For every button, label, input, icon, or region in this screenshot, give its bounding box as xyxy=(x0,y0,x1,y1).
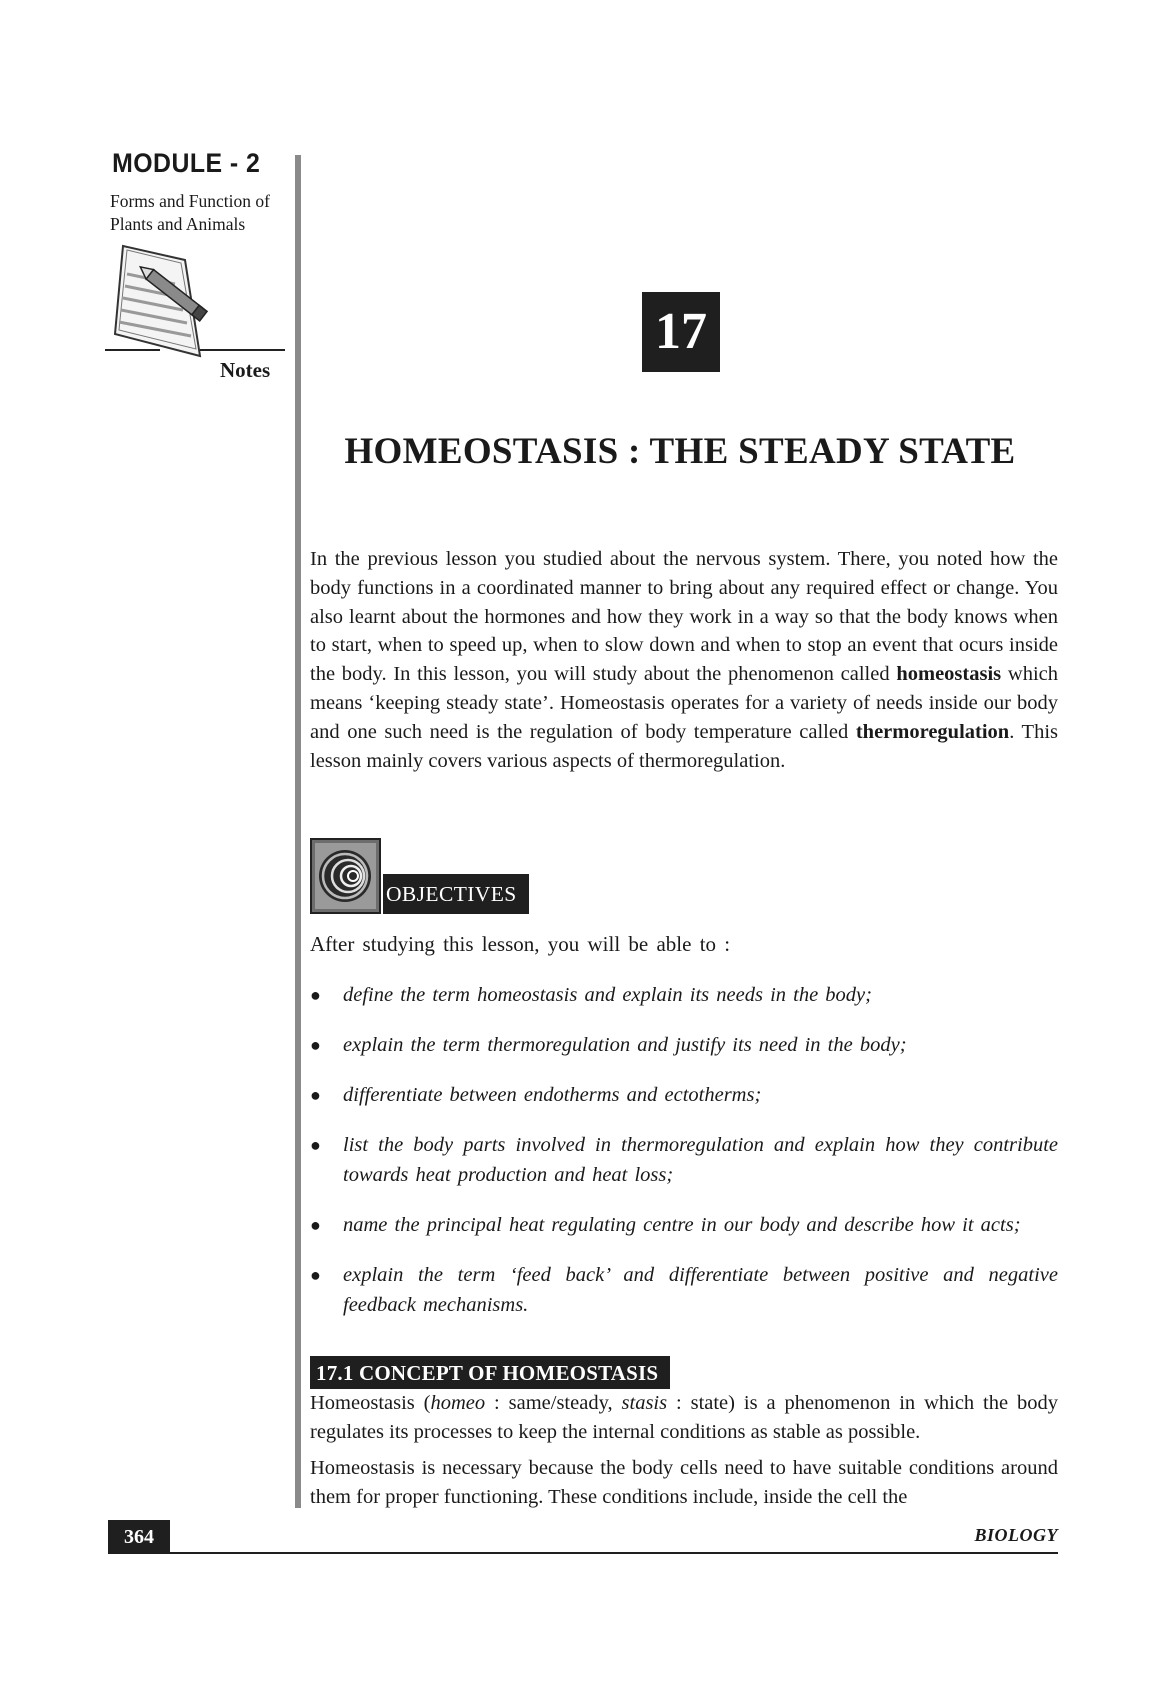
objectives-list xyxy=(310,980,1058,1340)
footer-rule xyxy=(170,1552,1058,1554)
section-heading: 17.1 CONCEPT OF HOMEOSTASIS xyxy=(310,1356,670,1389)
concept-text-3: : state) is a phenomenon in which the body regulates its processes to keep the internal conditions as stable as possible. xyxy=(310,1392,1059,1443)
objective-text: name the principal heat regulating centre in our body and describe how it acts; xyxy=(343,1214,1021,1236)
objective-text: explain the term thermoregulation and justify its need in the body; xyxy=(343,1034,907,1056)
list-item xyxy=(310,1260,1058,1320)
term-homeo: homeo xyxy=(430,1392,486,1414)
notepad-pencil-icon xyxy=(105,244,285,369)
margin-divider xyxy=(295,155,301,1508)
chapter-number: 17 xyxy=(642,292,720,372)
objective-text: list the body parts involved in thermoregulation and explain how they contribute towards heat production and heat loss; xyxy=(343,1134,1058,1186)
term-stasis: stasis xyxy=(621,1392,668,1414)
list-item xyxy=(310,1210,1058,1240)
target-spiral-icon xyxy=(310,838,381,914)
notes-label: Notes xyxy=(220,358,271,382)
page-number: 364 xyxy=(108,1520,170,1554)
intro-paragraph xyxy=(310,545,1058,775)
chapter-title: HOMEOSTASIS : THE STEADY STATE xyxy=(344,431,1016,472)
concept-text-2: : same/steady, xyxy=(485,1392,622,1414)
intro-text-3: . This lesson mainly covers various aspects of thermoregulation. xyxy=(310,720,1059,772)
module-subtitle xyxy=(110,190,290,236)
bullet-icon: ● xyxy=(310,1265,321,1285)
objectives-lead: After studying this lesson, you will be able to : xyxy=(310,932,731,956)
list-item xyxy=(310,1030,1058,1060)
intro-text-2: which means ‘keeping steady state’. Homeostasis operates for a variety of needs inside our body and one such need is the regulation of body temperature called xyxy=(310,663,1058,743)
list-item xyxy=(310,1130,1058,1190)
necessity-paragraph: Homeostasis is necessary because the body cells need to have suitable conditions around them for proper functioning. These conditions include, inside the cell the xyxy=(310,1457,1058,1508)
bullet-icon: ● xyxy=(310,1085,321,1105)
list-item xyxy=(310,1080,1058,1110)
module-subtitle-line2: Plants and Animals xyxy=(110,214,246,234)
concept-text-1: Homeostasis ( xyxy=(310,1392,431,1414)
objective-text: explain the term ‘feed back’ and differentiate between positive and negative feedback mechanisms. xyxy=(343,1264,1058,1316)
module-subtitle-line1: Forms and Function of xyxy=(110,191,270,211)
concept-paragraph xyxy=(310,1389,1058,1447)
term-homeostasis: homeostasis xyxy=(896,663,1002,686)
bullet-icon: ● xyxy=(310,1035,321,1055)
intro-text-1: In the previous lesson you studied about the nervous system. There, you noted how the body functions in a coordinated manner to bring about any required effect or change. You also learnt about the hormones and how they work in a way so that the body knows when to start, when to speed up, when to slow down and when to stop an event that ocurs inside the body. In this lesson, you will study about the phenomenon called xyxy=(310,548,1058,686)
bullet-icon: ● xyxy=(310,1135,321,1155)
objective-text: define the term homeostasis and explain its needs in the body; xyxy=(343,984,872,1006)
list-item xyxy=(310,980,1058,1010)
module-title: MODULE - 2 xyxy=(112,148,261,178)
bullet-icon: ● xyxy=(310,985,321,1005)
footer-subject: BIOLOGY xyxy=(974,1525,1058,1545)
term-thermoregulation: thermoregulation xyxy=(855,720,1010,743)
objectives-heading: OBJECTIVES xyxy=(383,874,529,914)
bullet-icon: ● xyxy=(310,1215,321,1235)
objective-text: differentiate between endotherms and ectotherms; xyxy=(343,1084,762,1106)
